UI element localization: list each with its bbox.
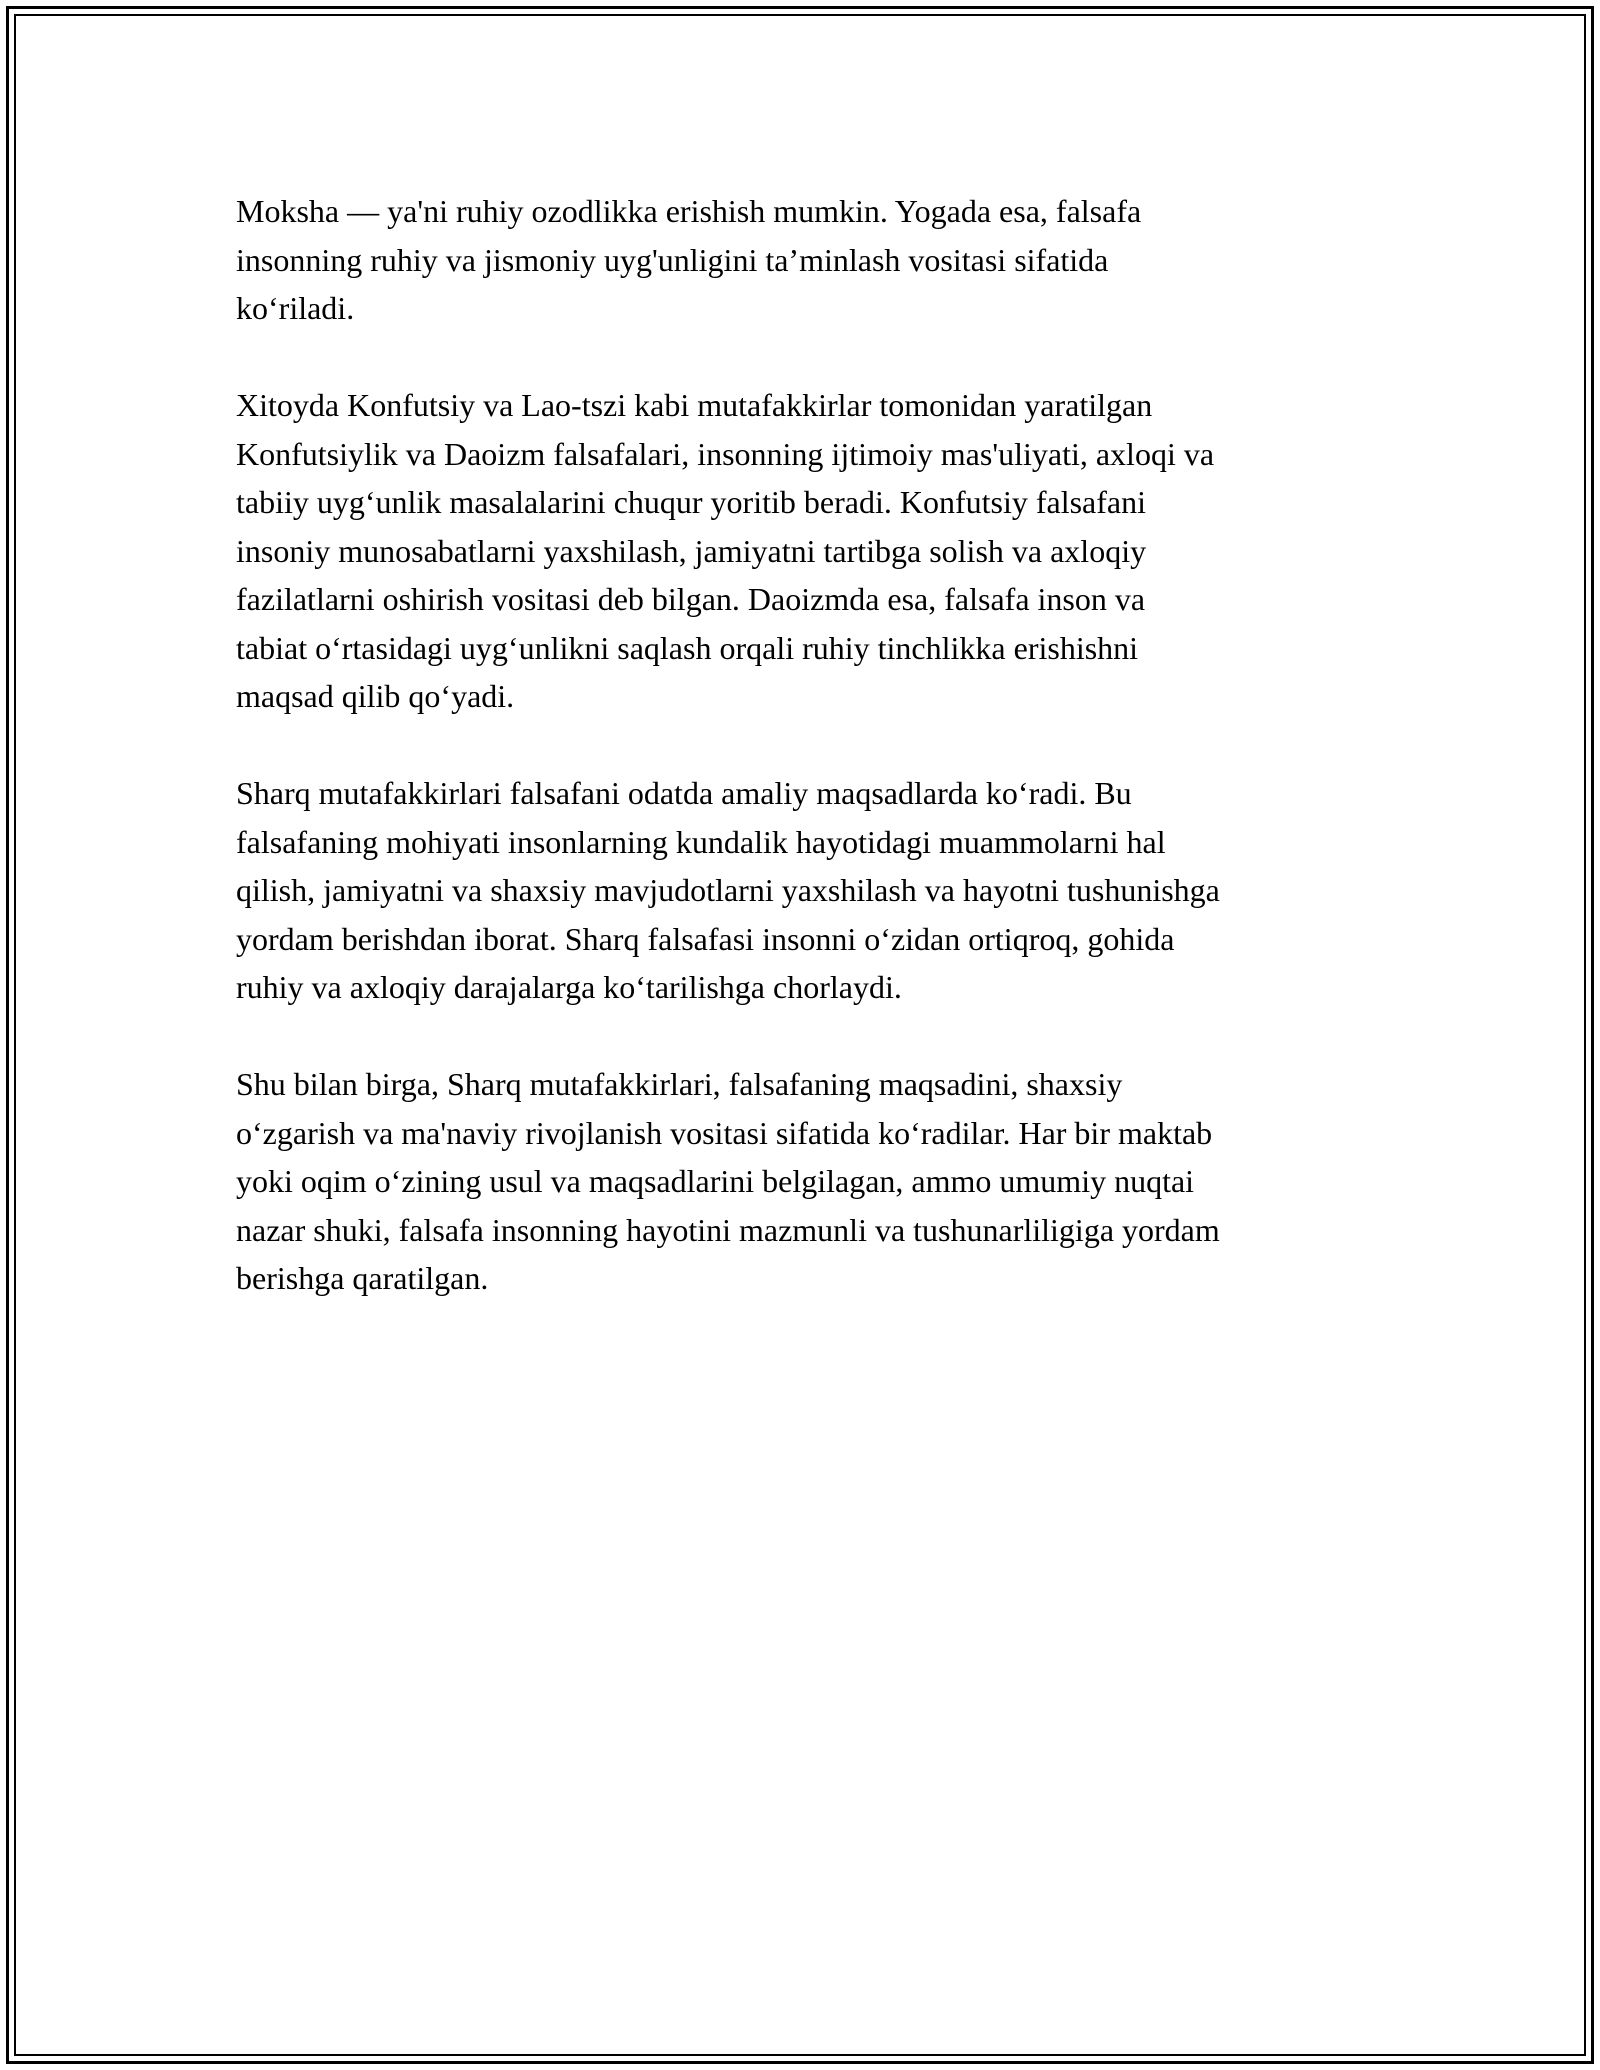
- text-line: Konfutsiylik va Daoizm falsafalari, insonning ijtimoiy mas'uliyati, axloqi va: [236, 435, 1215, 472]
- text-line: qilish, jamiyatni va shaxsiy mavjudotlarni yaxshilash va hayotni tushunishga: [236, 872, 1220, 908]
- text-line: o‘zgarish va ma'naviy rivojlanish vositasi sifatida ko‘radilar. Har bir maktab: [236, 1114, 1213, 1151]
- text-line: yordam berishdan iborat. Sharq falsafasi insonni o‘zidan ortiqroq, gohida: [236, 920, 1175, 957]
- text-line: insoniy munosabatlarni yaxshilash, jamiyatni tartibga solish va axloqiy: [236, 532, 1147, 569]
- text-line: falsafaning mohiyati insonlarning kundalik hayotidagi muammolarni hal: [236, 823, 1166, 860]
- text-line: Sharq mutafakkirlari falsafani odatda amaliy maqsadlarda ko‘radi. Bu: [236, 775, 1132, 811]
- paragraph-3: [236, 769, 1376, 1012]
- text-line: yoki oqim o‘zining usul va maqsadlarini belgilagan, ammo umumiy nuqtai: [236, 1163, 1195, 1199]
- paragraph-4: [236, 1060, 1376, 1303]
- text-line: tabiiy uyg‘unlik masalalarini chuqur yoritib beradi. Konfutsiy falsafani: [236, 484, 1146, 520]
- document-body: [236, 187, 1376, 1351]
- paragraph-1: [236, 187, 1376, 333]
- text-line: nazar shuki, falsafa insonning hayotini mazmunli va tushunarliligiga yordam: [236, 1211, 1220, 1248]
- text-line: berishga qaratilgan.: [236, 1260, 489, 1296]
- text-line: maqsad qilib qo‘yadi.: [236, 678, 515, 714]
- text-line: fazilatlarni oshirish vositasi deb bilgan. Daoizmda esa, falsafa inson va: [236, 581, 1146, 617]
- text-line: ruhiy va axloqiy darajalarga ko‘tarilishga chorlaydi.: [236, 969, 902, 1005]
- text-line: insonning ruhiy va jismoniy uyg'unligini ta’minlash vositasi sifatida: [236, 241, 1109, 278]
- text-line: Moksha — ya'ni ruhiy ozodlikka erishish mumkin. Yogada esa, falsafa: [236, 193, 1142, 229]
- text-line: Shu bilan birga, Sharq mutafakkirlari, falsafaning maqsadini, shaxsiy: [236, 1066, 1123, 1102]
- text-line: tabiat o‘rtasidagi uyg‘unlikni saqlash orqali ruhiy tinchlikka erishishni: [236, 629, 1139, 666]
- paragraph-2: [236, 381, 1376, 721]
- text-line: Xitoyda Konfutsiy va Lao-tszi kabi mutafakkirlar tomonidan yaratilgan: [236, 387, 1153, 423]
- text-line: ko‘riladi.: [236, 290, 355, 326]
